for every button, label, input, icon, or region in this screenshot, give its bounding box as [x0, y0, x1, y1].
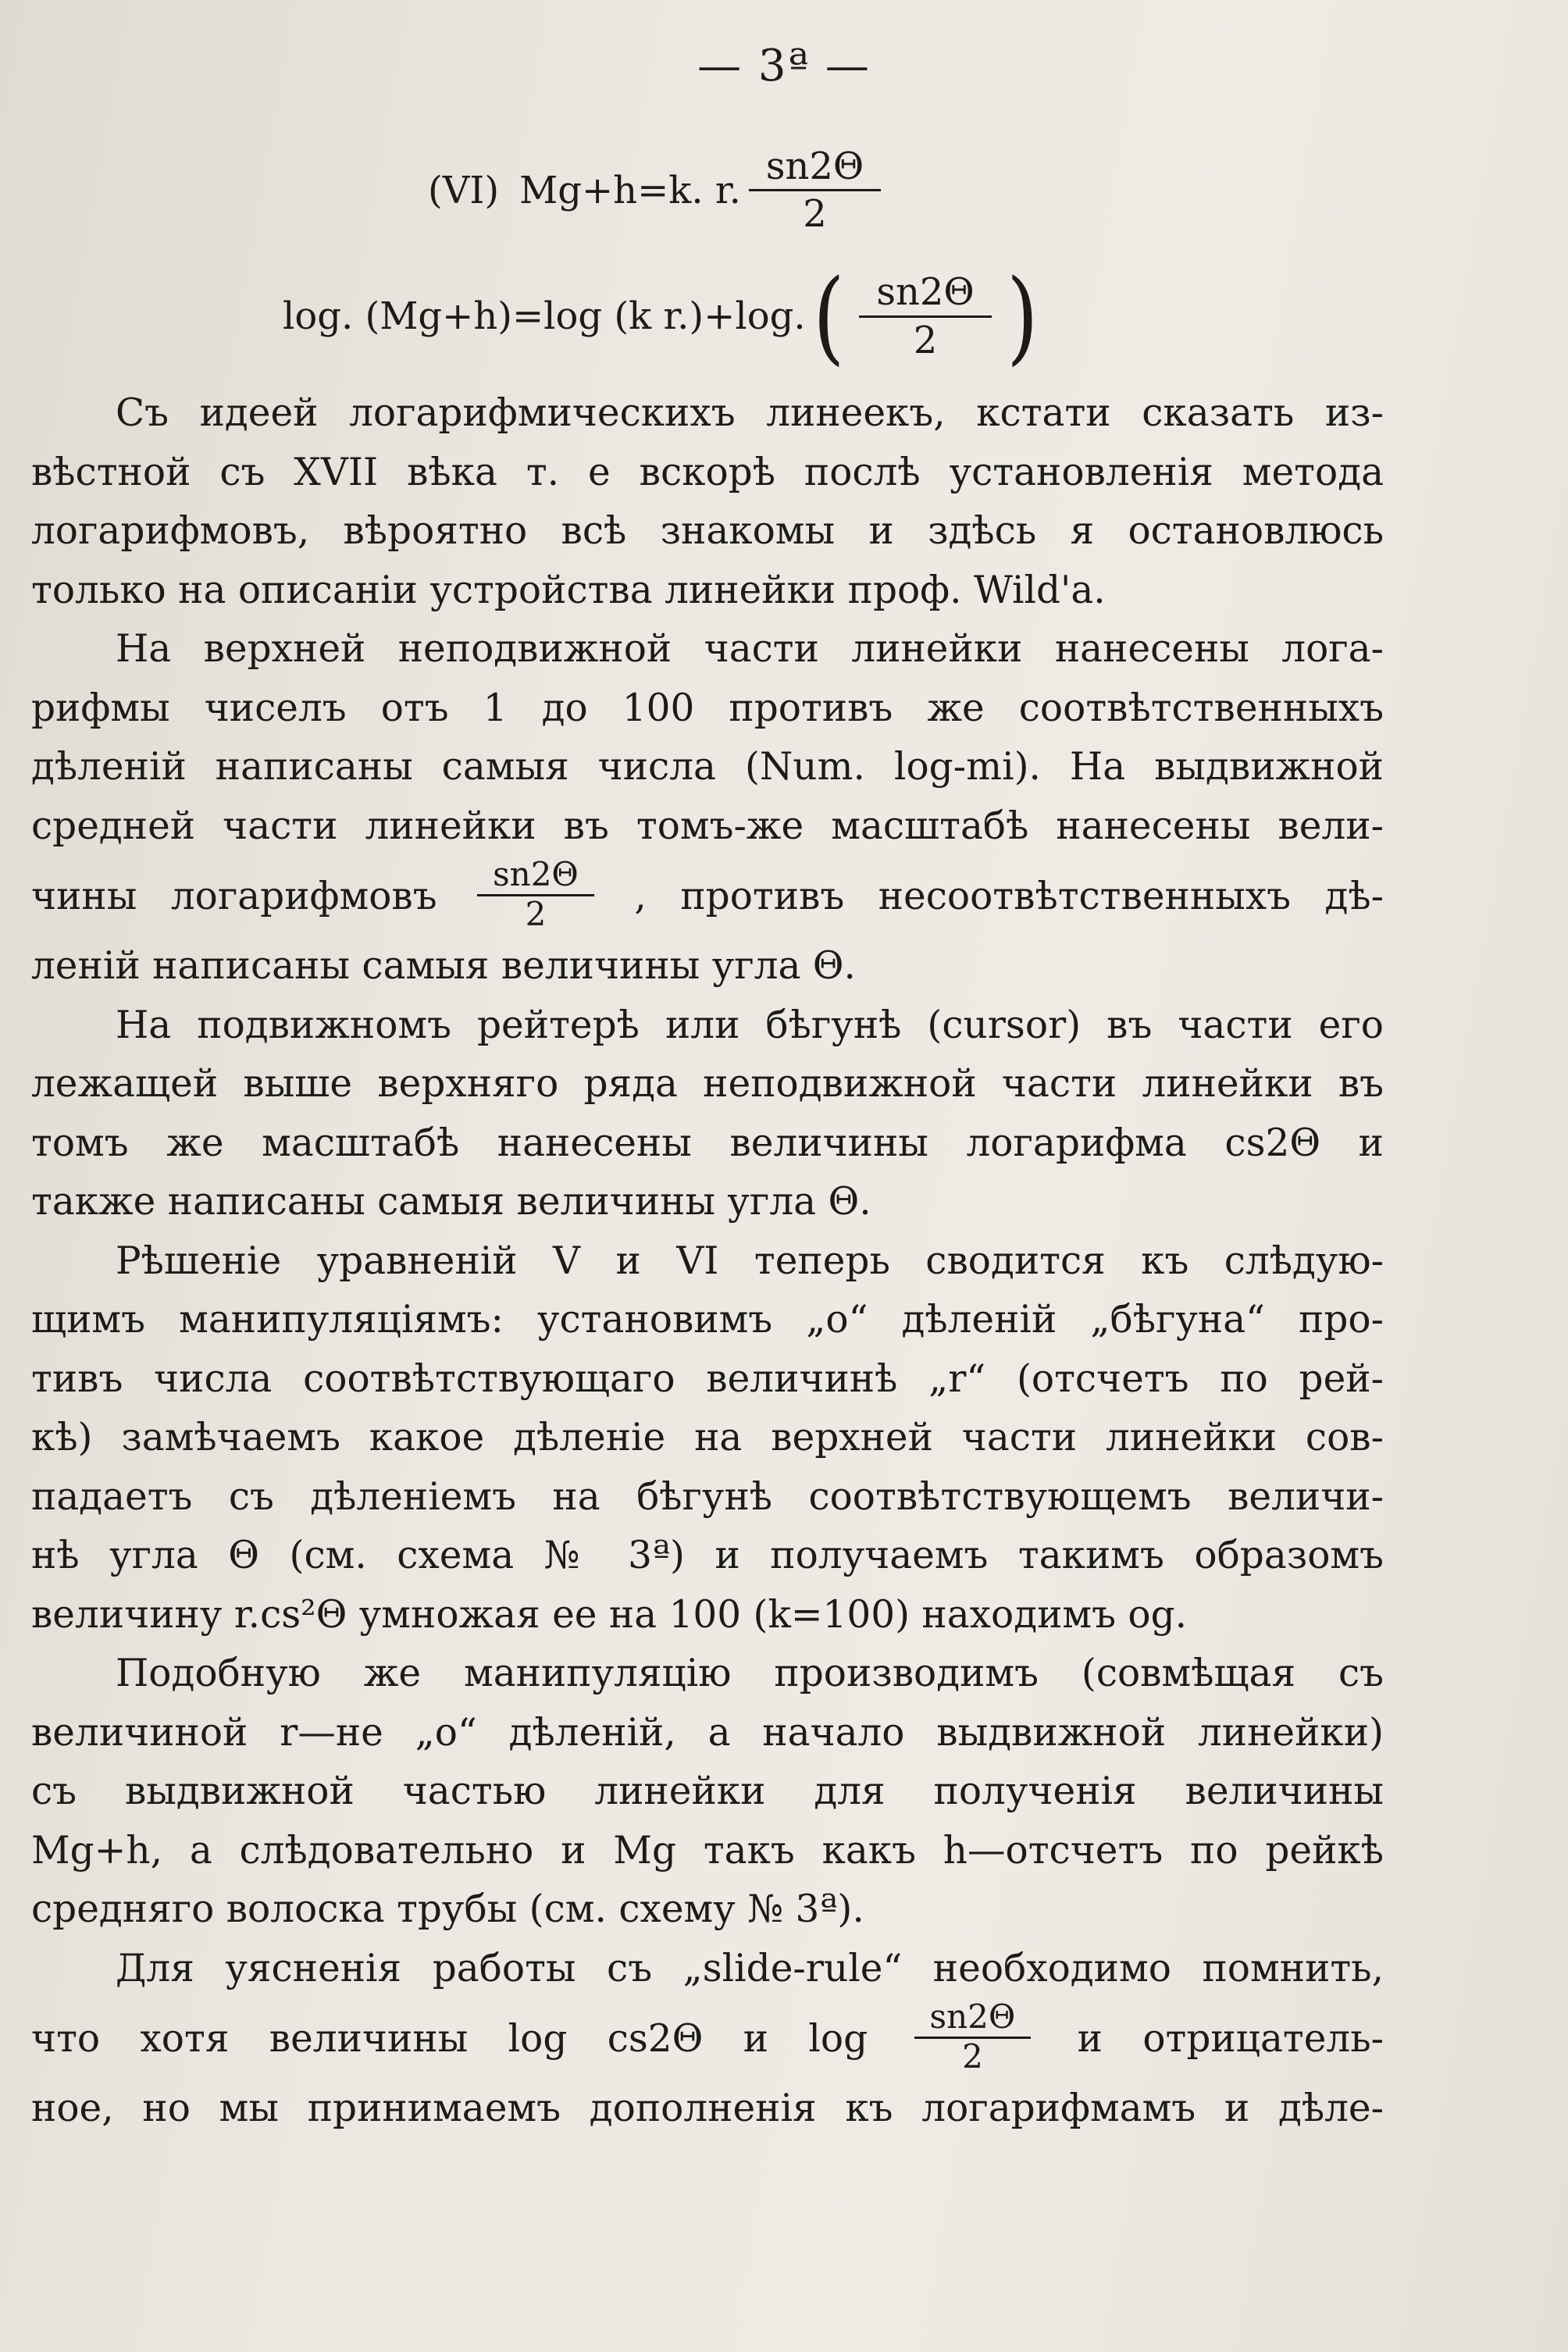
text-fragment: , противъ несоотвѣтственныхъ дѣ-	[634, 875, 1384, 918]
formula-vi-label: (VI)	[428, 168, 500, 212]
text-line: Для уясненія работы съ „slide-rule“ необходимо помнить,	[116, 1946, 1384, 1990]
text-line: величину r.cs²Θ умножая ее на 100 (k=100) находимъ og.	[31, 1592, 1188, 1637]
inline-fraction	[477, 854, 594, 933]
fraction-denominator: 2	[803, 192, 827, 237]
fraction-numerator: sn2Θ	[749, 147, 881, 191]
text-line: щимъ манипуляціямъ: установимъ „o“ дѣленій „бѣгуна“ про-	[31, 1298, 1384, 1342]
text-line: тивъ числа соотвѣтствующаго величинѣ „r“ (отсчетъ по рей-	[31, 1356, 1384, 1401]
text-line: томъ же масштабѣ нанесены величины логарифма cs2Θ и	[31, 1121, 1384, 1165]
formula-vi	[428, 144, 889, 237]
text-line-with-fraction	[31, 1998, 1384, 2079]
text-line: средняго волоска трубы (см. схему № 3ª).	[31, 1887, 864, 1931]
text-line: дѣленій написаны самыя числа (Num. log-mi). На выдвижной	[31, 745, 1384, 789]
left-paren: (	[812, 257, 845, 376]
formula-vi-lhs: Mg+h=k. r.	[519, 168, 741, 212]
text-line: величиной r—не „o“ дѣленій, а начало выдвижной линейки)	[31, 1710, 1384, 1755]
page-number: — 3ª —	[697, 41, 871, 91]
text-line: Подобную же манипуляцію производимъ (совмѣщая съ	[116, 1652, 1384, 1695]
paragraph-1	[31, 384, 1384, 620]
text-line: Рѣшеніе уравненій V и VI теперь сводится къ слѣдую-	[116, 1238, 1384, 1283]
text-line: средней части линейки въ томъ-же масштабѣ нанесены вели-	[31, 804, 1384, 848]
text-line: кѣ) замѣчаемъ какое дѣленіе на верхней части линейки сов-	[31, 1416, 1384, 1459]
fraction-numerator: sn2Θ	[477, 857, 594, 896]
text-line: рифмы чиселъ отъ 1 до 100 противъ же соотвѣтственныхъ	[31, 686, 1384, 730]
text-line: логарифмовъ, вѣроятно всѣ знакомы и здѣсь я остановлюсь	[31, 509, 1384, 553]
formula-log-fraction	[859, 270, 991, 362]
text-line: На верхней неподвижной части линейки нанесены лога-	[116, 627, 1384, 671]
text-line: нѣ угла Θ (см. схема № 3ª) и получаемъ такимъ образомъ	[31, 1534, 1384, 1577]
text-line: вѣстной съ XVII вѣка т. е вскорѣ послѣ установленія метода	[31, 450, 1384, 494]
text-line: только на описаніи устройства линейки проф. Wild'a.	[31, 568, 1106, 612]
paragraph-4	[31, 1232, 1384, 1645]
inline-fraction	[914, 1999, 1032, 2075]
paragraph-5	[31, 1645, 1384, 1940]
text-line-with-fraction	[31, 856, 1384, 937]
paragraph-3	[31, 996, 1384, 1232]
fraction-numerator: sn2Θ	[914, 1999, 1032, 2039]
text-fragment: что хотя величины log cs2Θ и log	[31, 2017, 868, 2061]
paragraph-6	[31, 1940, 1384, 2139]
fraction-denominator: 2	[962, 2037, 983, 2076]
text-fragment: чины логарифмовъ	[31, 875, 437, 918]
right-paren: )	[1006, 257, 1039, 376]
fraction-numerator: sn2Θ	[859, 273, 991, 317]
formula-log	[283, 257, 1045, 376]
text-line: также написаны самыя величины угла Θ.	[31, 1180, 871, 1224]
text-fragment: и отрицатель-	[1077, 2017, 1384, 2061]
text-line: съ выдвижной частью линейки для полученія величины	[31, 1769, 1384, 1813]
text-line: На подвижномъ рейтерѣ или бѣгунѣ (cursor) въ части его	[116, 1003, 1384, 1047]
formula-log-lhs: log. (Mg+h)=log (k r.)+log.	[283, 294, 806, 338]
text-line: Съ идеей логарифмическихъ линеекъ, кстати сказать из-	[116, 391, 1384, 435]
text-line: лежащей выше верхняго ряда неподвижной части линейки въ	[31, 1062, 1384, 1106]
text-line: падаетъ съ дѣленіемъ на бѣгунѣ соотвѣтствующемъ величи-	[31, 1474, 1384, 1519]
fraction-denominator: 2	[913, 318, 938, 362]
body-text	[31, 384, 1384, 2139]
fraction-denominator: 2	[525, 895, 547, 933]
text-line: ное, но мы принимаемъ дополненія къ логарифмамъ и дѣле-	[31, 2087, 1384, 2130]
text-line: леній написаны самыя величины угла Θ.	[31, 944, 856, 988]
text-line: Mg+h, а слѣдовательно и Mg такъ какъ h—отсчетъ по рейкѣ	[31, 1828, 1384, 1873]
paragraph-2	[31, 620, 1384, 996]
formula-vi-fraction	[749, 144, 881, 237]
